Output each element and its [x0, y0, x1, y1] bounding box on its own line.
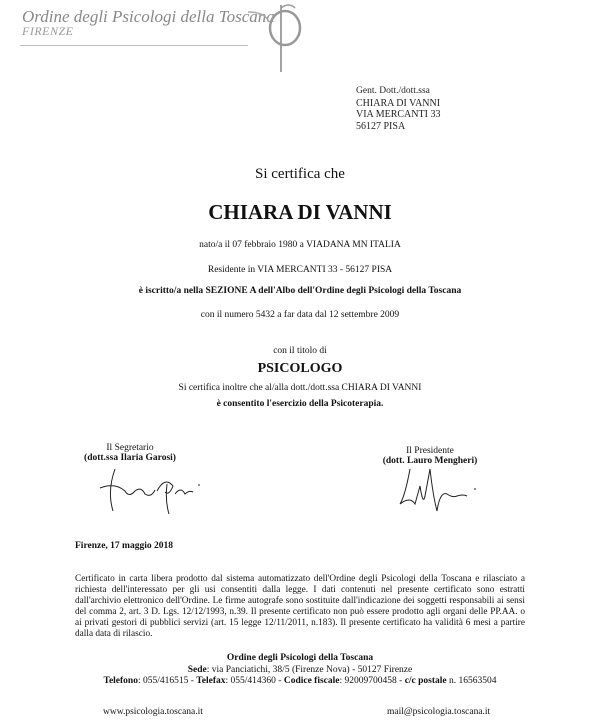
letterhead-org-name: Ordine degli Psicologi della Toscana: [22, 7, 275, 26]
footer-website-link[interactable]: www.psicologia.toscana.it: [103, 707, 203, 717]
disclaimer-text: Certificato in carta libera prodotto dal sistema automatizzato dell'Ordine degli Psicologi della Toscana e rilasciato a richiesta dell'interessato per gli usi consentiti dalla legge. I dati contenuti nel presente certificato sono estratti dall'archivio elettronico dell'Ordine. Le firme autografe sono sostituite dall'indicazione dei soggetti responsabili ai sensi del comma 2, art. 3 D. Lgs. 12/12/1993, n.39. Il presente certificato non può essere prodotto agli organi delle PP.AA. o ai privati gestori di pubblici servizi (art. 15 legge 12/11/2011, n.183). Il presente certificato ha validità 6 mesi a partire dalla data di rilascio.: [75, 574, 525, 639]
footer-org-info: [0, 653, 600, 688]
professional-title: PSICOLOGO: [257, 361, 343, 376]
president-name: (dott. Lauro Mengheri): [382, 456, 478, 466]
birth-info: nato/a il 07 febbraio 1980 a VIADANA MN ITALIA: [199, 240, 401, 250]
registration-info: è iscritto/a nella SEZIONE A dell'Albo dell'Ordine degli Psicologi della Toscana: [138, 286, 462, 296]
letterhead-divider: [20, 45, 248, 46]
registration-number: con il numero 5432 a far data dal 12 settembre 2009: [200, 310, 400, 320]
footer-tel-label: Telefono: [103, 676, 138, 686]
footer-cc: n. 16563504: [446, 676, 497, 686]
footer-fax-label: Telefax: [196, 676, 226, 686]
president-signature-icon: [395, 466, 495, 516]
footer-tel: : 055/416515 -: [137, 676, 197, 686]
title-intro: con il titolo di: [273, 346, 327, 356]
addressee-street: VIA MERCANTI 33: [356, 109, 441, 120]
footer-sede-label: Sede: [187, 664, 207, 675]
addressee-name: CHIARA DI VANNI: [356, 97, 441, 109]
president-block: [365, 446, 495, 466]
footer-sede: : via Panciatichi, 38/5 (Firenze Nova) - 50127 Firenze: [206, 664, 413, 675]
date-line: Firenze, 17 maggio 2018: [75, 541, 173, 551]
addressee-block: [356, 86, 440, 132]
secretary-role: Il Segretario: [106, 443, 154, 453]
psychotherapy-authorization: è consentito l'esercizio della Psicoterapia.: [216, 399, 384, 409]
footer-fax: : 055/414360 -: [225, 676, 284, 686]
residence-info: Residente in VIA MERCANTI 33 - 56127 PISA: [207, 265, 393, 275]
addressee-salutation: Gent. Dott./dott.ssa: [356, 86, 430, 96]
certify-intro: Si certifica che: [255, 166, 345, 182]
secretary-name: (dott.ssa Ilaria Garosi): [84, 453, 176, 463]
president-role: Il Presidente: [406, 446, 454, 456]
footer-email-link[interactable]: mail@psicologia.toscana.it: [387, 707, 491, 717]
footer-cf-label: Codice fiscale: [283, 676, 340, 686]
footer-cf: : 92009700458 -: [339, 676, 405, 686]
additional-certification: Si certifica inoltre che al/alla dott./dott.ssa CHIARA DI VANNI: [178, 383, 422, 393]
psi-logo-icon: [245, 0, 305, 75]
secretary-block: [60, 443, 200, 463]
footer-org-name: Ordine degli Psicologi della Toscana: [226, 653, 374, 663]
secretary-signature-icon: [95, 466, 205, 516]
person-name: CHIARA DI VANNI: [208, 200, 392, 224]
footer-cc-label: c/c postale: [404, 676, 447, 686]
letterhead-city: FIRENZE: [22, 24, 74, 38]
addressee-city: 56127 PISA: [356, 120, 406, 132]
